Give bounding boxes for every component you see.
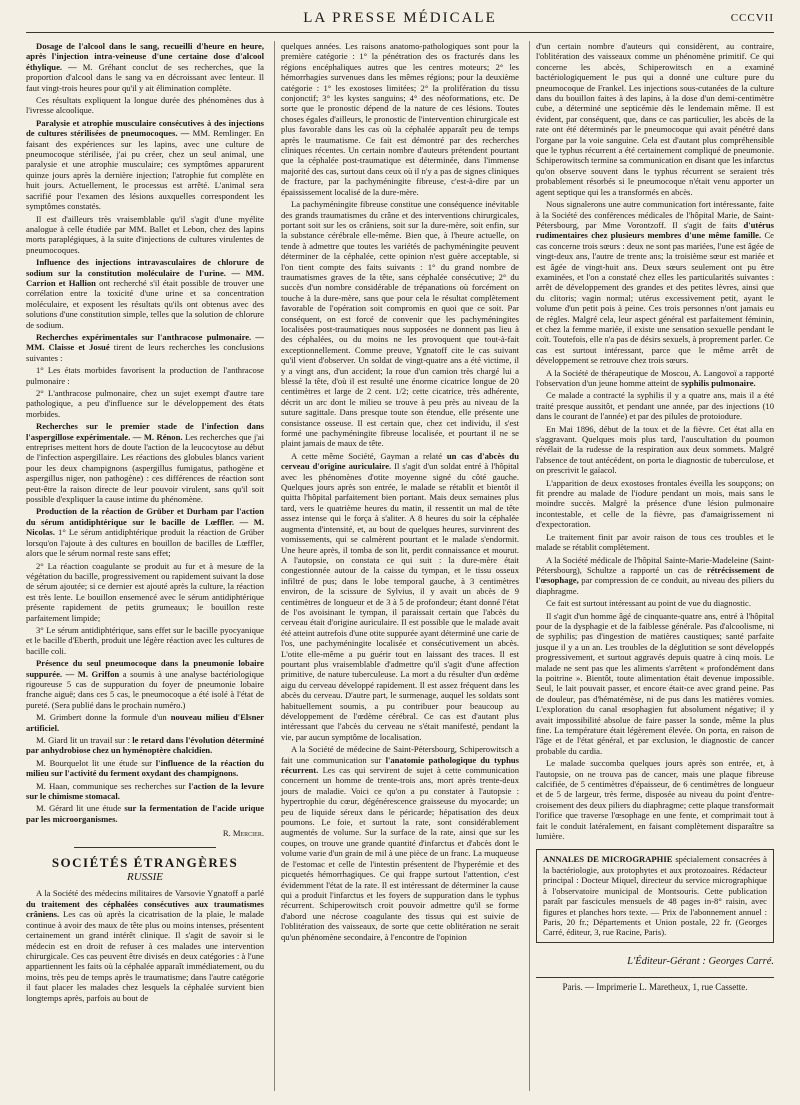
text: 1° Le sérum antidiphtérique produit la réaction de Grüber lorsqu'on l'ajoute à des cultures en bouillon de bacilles de Lœffler, alors que le sérum normal reste sans effet; bbox=[26, 527, 264, 559]
paragraph: Le traitement finit par avoir raison de tous ces troubles et le malade se rétablit complètement. bbox=[536, 531, 774, 553]
heading: Recherches sur le premier stade de l'infection dans l'aspergillose expérimentale. — M. Rénon. bbox=[26, 421, 264, 442]
printer-line: Paris. — Imprimerie L. Maretheux, 1, rue Cassette. bbox=[536, 977, 774, 992]
text: A la Société de médecine de Saint-Pétersbourg, Schiperowitsch a fait une communication sur bbox=[281, 744, 519, 765]
heading: l'influence de la réaction du milieu sur l'activité du ferment oxydant des champignons. bbox=[26, 757, 264, 779]
paragraph: d'un certain nombre d'auteurs qui considèrent, au contraire, l'oblitération des vaisseaux comme un phénomène primitif. Ce qui concerne les abcès, Schiperowitsch en a examiné bactériologiquement le pus qui a donné une culture pure du pneumocoque de Frankel. Les injections sous-cutanées de la culture dans du bouillon faites à des lapins, à la dose d'un demi-centimètre cube, a déterminé une septicémie dès le lendemain même. Il est évident, par conséquent, que, dans ce cas particulier, les abcès de la rate ont été déterminés par le pneumocoque qui avait pénétré dans l'organe par la voie sanguine. Cela est d'autant plus compréhensible que le typhus récurrent a été certainement compliqué de pneumonie. Schiperowitsch termine sa communication en disant que les infarctus qu'on observe souvent dans le typhus récurrent se seraient très probablement résorbés si le pneumocoque n'était venu apporter un agent septique qui les a transformés en abcès. bbox=[536, 41, 774, 197]
paragraph bbox=[26, 712, 264, 733]
paragraph: 2° L'anthracose pulmonaire, chez un sujet exempt d'autre tare pathologique, a peu d'influence sur le développement des états morbides. bbox=[26, 388, 264, 419]
columns bbox=[26, 41, 774, 1091]
paragraph bbox=[26, 118, 264, 212]
text: Les cas où après la cicatrisation de la plaie, le malade continue à avoir des maux de tête plus ou moins intenses, présentent certainement un grand intérêt clinique. Il s'agit de savoir si le médecin est en droit de refuser à ces malades une intervention chirurgicale. Ces cas peuvent être divisés en deux catégories : à l'une appartiennent les faits où la céphalée apparaît immédiatement, ou du moins, très peu de temps après le traumatisme; dans l'autre catégorie il faut placer les malades chez lesquels la céphalée survient bien longtemps après, parfois au bout de bbox=[26, 909, 264, 1003]
paragraph bbox=[26, 888, 264, 1002]
paragraph bbox=[26, 803, 264, 824]
text: Il s'agit d'un soldat entré à l'hôpital avec les phénomènes d'otite moyenne signé du côté gauche. Quelques jours après son entrée, le malade se rétablit et bientôt il quitta l'hôpital parfaitement bien portant. Mais deux semaines plus tard, vers le quatrième heures du matin, il ressentit un mal de tête assez intense qui le força à s'aliter. A 8 heures du soir la céphalée augmenta d'intensité, et, au bout de quelques heures, survinrent des vomissements, qui se calmèrent pourtant et le malade s'endormit. Une heure après, il tomba de son lit, perdit connaissance et mourut. A l'autopsie, on constata ce qui suit : la dure-mère était congestionnée autour de la caisse du tympan, et le tissu osseux infiltré de pus; dans le lobe temporal gauche, à 3 centimètres environ, de la scissure de Sylvius, il y avait un abcès de 9 centimètres de longueur et de 3 à 5 de profondeur; étant donné l'état de l'os avoisinant le tympan, il paraissait certain que l'abcès du cerveau était d'origine auriculaire. Il est possible que le malade avait été atteint autrefois d'une otite suppurée ayant déterminé une carie de l'os, une pachyméningite localisée et consécutivement un abcès. L'otite elle-même a pu guérir tout en laissant des traces. Il est pourtant plus vraisemblable d'admettre qu'il s'agit d'une affection primitive, de nature tuberculeuse. La mort a du résulter d'un œdème aigu du cerveau développé rapidement. Il est assez fréquent dans les abcès du cerveau. D'autre part, le surmenage, auquel les soldats sont habituellement soumis, a pu contribuer pour beaucoup au développement de l'œdème cérébral. Ce cas est d'autant plus intéressant que l'abcès du cerveau ne s'était manifesté, pendant la vie, par aucun symptôme de localisation. bbox=[281, 461, 519, 742]
paragraph bbox=[26, 781, 264, 802]
text: M. Haan, communique ses recherches sur bbox=[36, 780, 186, 791]
section-subtitle: RUSSIE bbox=[126, 871, 164, 884]
heading: syphilis pulmonaire. bbox=[681, 378, 756, 388]
heading: nouveau milieu d'Elsner artificiel. bbox=[26, 712, 264, 733]
paragraph: Il est d'ailleurs très vraisemblable qu'il s'agit d'une myélite analogue à celle étudiée par MM. Ballet et Lebon, chez des lapins morts paraplégiques, à la suite d'injections de cultures virulentes de pneumocoques. bbox=[26, 213, 264, 255]
text: par compression de ce conduit, au niveau des piliers du diaphragme. bbox=[536, 575, 774, 596]
heading: l'action de la levure sur le chimisme stomacal. bbox=[26, 780, 264, 802]
text: A la Société médicale de l'hôpital Sainte-Marie-Madeleine (Saint-Pétersbourg), Schultze a rapporté un cas de bbox=[536, 554, 774, 575]
heading: Dosage de l'alcool dans le sang, recueilli d'heure en heure, après l'injection intra-veineuse d'une certaine dose d'alcool éthylique. — bbox=[26, 41, 264, 72]
paragraph: Il s'agit d'un homme âgé de cinquante-quatre ans, entré à l'hôpital pour de la dysphagie et de la faiblesse générale. Pas d'alcoolisme, ni de syphilis; pas d'ingestion de matières caustiques; santé parfaite jusque il y a un an. Les troubles de la déglutition se sont développés progressivement, et surtout aggravés depuis quatre à cinq mois. Le malade ne sent pas que les aliments s'arrêtent « profondément dans la poitrine ». Bientôt, toute alimentation était devenue impossible. Seul, le lait pouvait passer, et encore était-ce avec grand peine. Pas de douleur, pas d'hématémèse, ni de pus dans les matières vomies. L'exploration du canal œsophagien fut absolument négative; il y avait impossibilité absolue de faire passer la sonde, même la plus fine. La température était légèrement élevée. On porta, en raison de l'âge et de l'état général, et par exclusion, le diagnostic de cancer probable du cardia. bbox=[536, 610, 774, 756]
heading: Recherches expérimentales sur l'anthracose pulmonaire. — MM. Claisse et Josué bbox=[26, 331, 264, 353]
text: M. Gréhant conclut de ses recherches, que la proportion d'alcool dans le sang va en décroissant avec lenteur. Il faut vingt-trois heures pour qu'il y ait élimination complète. bbox=[26, 61, 264, 93]
paragraph: En Mai 1896, début de la toux et de la fièvre. Cet état alla en s'aggravant. Quelques mois plus tard, l'auscultation du poumon révélait de la rudesse de la respiration aux deux sommets. Malgré l'absence de tout antécédent, on porta le diagnostic de tuberculose, et on prescrivit le gaïacol. bbox=[536, 423, 774, 476]
paragraph bbox=[26, 41, 264, 93]
paragraph bbox=[26, 332, 264, 363]
paragraph bbox=[536, 368, 774, 389]
paragraph: 2° La réaction coagulante se produit au fur et à mesure de la végétation du bacille, progressivement ou rapidement suivant la dose de sérum ajoutée; si ce dernier est ajouté après la culture, la réaction est très lente. Le bouillon ensemencé avec le sérum antidiphtérique présente rapidement de petits grumeaux; le bouillon reste parfaitement limpide; bbox=[26, 560, 264, 623]
heading: d'utérus rudimentaires chez plusieurs membres d'une même famille. bbox=[536, 219, 774, 241]
column-3 bbox=[529, 41, 774, 1091]
text: A la Société des médecins militaires de Varsovie Ygnatoff a parlé bbox=[36, 888, 264, 899]
publisher-line: L'Éditeur-Gérant : Georges Carré. bbox=[627, 955, 774, 967]
text: Les recherches que j'ai entreprises mettent hors de doute l'action de la leucocytose au début de l'infection aspergillaire. Les réactions des globules blancs varient pour les deux champignons (aspergillus fumigatus, pathogène et aspergillus niger, non pathogène) : ces différences de réaction sont peut-être la raison directe de leur pouvoir virulent, sans qu'il soit possible d'expliquer la cause intime du phénomène. bbox=[26, 431, 264, 505]
section-title: SOCIÉTÉS ÉTRANGÈRES bbox=[51, 854, 239, 870]
heading: un cas d'abcès du cerveau d'origine auriculaire. bbox=[281, 450, 519, 472]
paragraph bbox=[536, 199, 774, 366]
heading: le retard dans l'évolution déterminé par anhydrobiose chez un hyménoptère chalcidien. bbox=[26, 735, 264, 756]
text: Ce cas concerne trois sœurs : deux ne sont pas mariées, l'une est âgée de vingt-deux ans, l'autre de trente ans; la troisième sœur est mariée et est âgée de vingt-huit ans. Deux sœurs seulement ont pu être examinées, et l'on a constaté chez elles les particularités suivantes : arrêt de développement des grandes et des petites lèvres, ainsi que du clitoris; vagin normal; utérus excessivement petit, ayant le volume d'un petit pois à peine. Ces trois personnes n'ont jamais eu de règles. Malgré cela, leur aspect général est parfaitement féminin, et chez la femme mariée, il existe une sensation sexuelle pendant le coït. Toutefois, elle n'a pas de désirs sexuels, à proprement parler. Ce cas est surtout intéressant, parce que le même arrêt de développement se retrouve chez trois sœurs. bbox=[536, 230, 774, 366]
signature: R. Mercier. bbox=[222, 828, 264, 839]
heading: Production de la réaction de Grüber et Durham par l'action du sérum antidiphtérique sur le bacille de Lœffler. — M. Nicolas. bbox=[26, 506, 264, 538]
paragraph bbox=[536, 555, 774, 597]
paragraph bbox=[26, 421, 264, 504]
paragraph: Ce fait est surtout intéressant au point de vue du diagnostic. bbox=[546, 598, 752, 609]
heading: sur la fermentation de l'acide urique par les microorganismes. bbox=[26, 803, 264, 824]
paragraph: L'apparition de deux exostoses frontales éveilla les soupçons; on fit prendre au malade de l'iodure pendant un mois, mais sans le moindre succès. Malgré la présence d'une lésion pulmonaire incontestable, et celle de la fièvre, pas d'amaigrissement ni d'expectoration. bbox=[536, 477, 774, 530]
heading: l'anatomie pathologique du typhus récurrent. bbox=[281, 754, 519, 776]
text: M. Bourquelot lit une étude sur bbox=[36, 757, 153, 768]
paragraph bbox=[26, 758, 264, 779]
advertisement-text: spécialement consacrées à la bactériologie, aux protophytes et aux protozoaires. Rédacteur principal : Docteur Miquel, directeur du service micrographique à l'observatoire municipal de Montsouris. Cette publication paraît par fascicules mensuels de 48 pages in-8° raisin, avec figures et planches hors texte. — Prix de l'abonnement annuel : Paris, 20 fr.; Départements et Union postale, 22 fr. (Georges Carré, éditeur, 3, rue Racine, Paris). bbox=[543, 854, 767, 938]
journal-title: LA PRESSE MÉDICALE bbox=[303, 10, 497, 26]
heading: Présence du seul pneumocoque dans la pneumonie lobaire suppurée. — M. Griffon bbox=[26, 658, 264, 679]
paragraph bbox=[26, 506, 264, 558]
text: M. Giard lit un travail sur : bbox=[36, 735, 130, 745]
text: Les cas qui servirent de sujet à cette communication concernent un homme de trente-trois ans, mort après trente-deux jours de maladie. Voici ce qu'on a pu constater à l'autopsie : hypertrophie du cœur, dégénérescence graisseuse du myocarde; un peu de liquide séreux dans le péricarde; hépatisation des deux poumons. Le foie, et surtout la rate, sont considérablement augmentés de volume. Sur la surface de la rate, ainsi que sur les coupes, on trouve une grande quantité d'infarctus et d'abcès dont le volume varie d'un grain de mil à une pièce de un franc. La muqueuse de l'estomac et celle de l'intestin présentent de l'hyperémie et des picquetés hémorrhagiques. Ce qui frappe surtout l'attention, c'est évidemment l'état de la rate. Il est intéressant de déterminer la cause qui a produit l'infarctus et les foyers de suppuration dans le typhus récurrent. Schiperowitsch croit pouvoir admettre qu'il se forme d'abord une nécrose coagulante des tissus qui est suivie de l'oblitération des vaisseaux, de sorte que cette oblitération ne serait qu'un phénomène secondaire, à l'encontre de l'opinion bbox=[281, 765, 519, 942]
paragraph bbox=[26, 257, 264, 330]
text: M. Grimbert donne la formule d'un bbox=[36, 712, 167, 723]
text: Nous signalerons une autre communication fort intéressante, faite à la Société des conférences médicales de l'hôpital Marie, de Saint-Pétersbourg, par Mme Vorontzoff. Il s'agit de faits bbox=[536, 199, 774, 230]
paragraph: 3° Le sérum antidiphtérique, sans effet sur le bacille pyocyanique et le bacille d'Eberth, produit une légère réaction avec les cultures de bacille coli. bbox=[26, 624, 264, 656]
paragraph: quelques années. Les raisons anatomo-pathologiques sont pour la première catégorie : 1° la pénétration des os fracturés dans les régions encéphaliques autres que les centres moteurs; 2° les hémorrhagies survenues dans les mêmes régions; pour la deuxième catégorie : 1° les exostoses limitées; 2° la prolifération du tissu conjonctif; 3° les kystes sanguins; 4° des néoformations, etc. De sorte que le pronostic dépend de la nature de ces lésions. Toutes choses égales d'ailleurs, le pronostic de l'intervention chirurgicale est plus favorable dans les cas où la céphalée apparaît peu de temps après le traumatisme. Ce fait est démontré par des recherches cliniques récentes. Un certain nombre d'auteurs prétendent pourtant que la céphalée post-traumatique est déterminée, dans l'immense majorité des cas, surtout dans ceux où il n'y a pas de signes cliniques de fracture, par la pachyméningite fibreuse, c'est-à-dire par un épaississement localisé de la dure-mère. bbox=[281, 41, 519, 197]
paragraph bbox=[26, 735, 264, 756]
paragraph: Le malade succomba quelques jours après son entrée, et, à l'autopsie, on ne trouva pas de cancer, mais une plaque fibreuse calcifiée, de 5 centimètres d'épaisseur, de 6 centimètres de longueur et de 5 de largeur, très ferme, disposée au niveau du point d'entre-croisement des deux piliers du diaphragme; cette plaque transformait l'orifice que traverse l'œsophage en une fente, et comprimait tout à fait le conduit latéralement, en faisant complètement disparaître sa lumière. bbox=[536, 758, 774, 842]
page-header bbox=[26, 10, 774, 33]
heading: du traitement des céphalées consécutives aux traumatismes crâniens. bbox=[26, 898, 264, 920]
advertisement-title: ANNALES DE MICROGRAPHIE bbox=[543, 854, 673, 865]
text: A cette même Société, Gayman a relaté bbox=[291, 450, 443, 461]
column-2 bbox=[274, 41, 519, 1091]
text: MM. Remlinger. En faisant des expériences sur les lapins, avec une culture de pneumocoque stérilisée, j'ai pu créer, chez un seul animal, une paralysie et une atrophie musculaire; ces symptômes apparurent quinze jours après la dernière injection; l'atrophie fut complète en huit jours. Actuellement, le processus est arrêté. L'animal sera sacrifié pour l'examen des lésions auxquelles correspondent les symptômes constatés. bbox=[26, 128, 264, 212]
text: tirent de leurs recherches les conclusions suivantes : bbox=[26, 342, 264, 363]
text: A la Société de thérapeutique de Moscou, A. Langovoï a rapporté l'observation d'un jeune homme atteint de bbox=[536, 367, 774, 388]
paragraph bbox=[281, 744, 519, 942]
text: ont recherché s'il était possible de trouver une corrélation entre la toxicité d'une urine et sa concentration moléculaire, et exposent les résultats qu'ils ont obtenus avec des solutions d'une constitution simple, telles que la solution de chlorure de sodium. bbox=[26, 277, 264, 330]
paragraph bbox=[26, 658, 264, 710]
column-1 bbox=[26, 41, 264, 1091]
heading: Paralysie et atrophie musculaire consécutives à des injections de cultures stérilisées de pneumocoques. — bbox=[26, 117, 264, 139]
advertisement-box bbox=[536, 849, 774, 942]
paragraph: La pachyméningite fibreuse constitue une conséquence inévitable des grands traumatismes du crâne et des interventions chirurgicales, portant soit sur les os crâniens, soit sur la dure-mère, soit enfin, sur la substance cérébrale elle-même. Bien que, à l'heure actuelle, on tende à admettre que toutes les variétés de pachyméningite peuvent déterminer de la céphalée, cette opinion n'est guère acceptable, si l'on tient compte des faits suivants : 1° du grand nombre de traumatismes graves de la tête, sans céphalée consécutive; 2° du succès d'un nombre considérable de trépanations où forcément on touche à la dure-mère, sans que pour cela le résultat complètement favorable de l'opération soit compromis en quoi que ce soit. Par conséquent, on est forcé de convenir que les pachyméningites localisées post-traumatiques nous supposées ne donnent pas lieu à des céphalées, ou du moins ne les provoquent que tout-à-fait exceptionnellement. Comme preuve, Ygnatoff cite le cas suivant qu'il vient d'observer. Un soldat de vingt-quatre ans a été victime, il y a vingt ans, d'un accident; la roue d'un camion très chargé lui a blessé la tête, d'où il est resulté une énorme cicatrice longue de 20 centimètres et large de 2 cent. 1/2; cette cicatrice, très adhérente, décrit un arc dont le milieu se trouve à peu près au niveau de la suture sagittale. Dans presque toute son étendue, elle présente une consistance osseuse. Il est certain que, chez cet individu, il s'est formé une pachyméningite fibreuse localisée, et pourtant il ne se plaint jamais de maux de tête. bbox=[281, 199, 519, 449]
text: a soumis à une analyse bactériologique rigoureuse 5 cas de suppuration du foyer de pneumonie lobaire franche aiguë; dans ces 5 cas, le pneumocoque a été isolé à l'état de pureté. (Sera publié dans le prochain numéro.) bbox=[26, 668, 264, 710]
paragraph: Ce malade a contracté la syphilis il y a quatre ans, mais il a été traité presque aussitôt, et pendant une année, par des injections (10 dans le courant de l'année) et par des pilules de protoiodure. bbox=[536, 390, 774, 422]
paragraph: 1° Les états morbides favorisent la production de l'anthracose pulmonaire : bbox=[26, 365, 264, 386]
divider bbox=[74, 847, 217, 848]
text: M. Gérard lit une étude bbox=[36, 803, 122, 814]
paragraph: Ces résultats expliquent la longue durée des phénomènes dus à l'ivresse alcoolique. bbox=[26, 95, 264, 116]
heading: rétrécissement de l'œsophage, bbox=[536, 564, 774, 586]
page-number: CCCVII bbox=[730, 12, 774, 24]
heading: Influence des injections intravasculaires de chlorure de sodium sur la constitution moléculaire de l'urine. — MM. Carrion et Hallion bbox=[26, 257, 264, 288]
paragraph bbox=[281, 451, 519, 742]
